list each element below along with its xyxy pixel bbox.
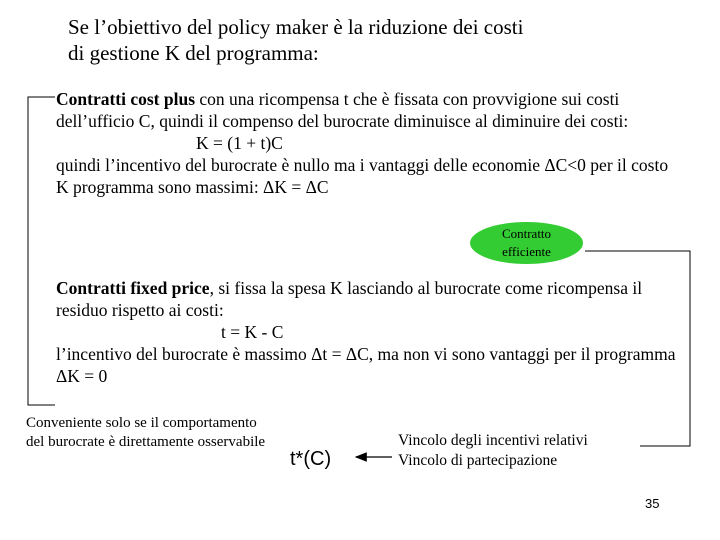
- badge-line-2: efficiente: [502, 244, 551, 259]
- cost-plus-conclusion: quindi l’incentivo del burocrate è nullo ma i vantaggi delle economie ΔC<0 per il costo K programma sono massimi: ΔK = ΔC: [56, 155, 669, 197]
- fixed-price-formula: t = K - C: [221, 322, 284, 342]
- badge-line-1: Contratto: [501, 226, 552, 241]
- page-number: 35: [645, 496, 660, 511]
- participation-constraint: Vincolo di partecipazione: [398, 452, 558, 469]
- right-feedback-line: [585, 251, 690, 446]
- observability-note: Conveniente solo se il comportamento del burocrate è direttamente osservabile: [26, 415, 266, 450]
- cost-plus-intro: con una ricompensa t che è fissata con provvigione sui costi dell’ufficio C, quindi il compenso del burocrate diminuisce al diminuire dei costi:: [56, 89, 629, 131]
- fixed-price-heading: Contratti fixed price: [56, 278, 210, 298]
- left-bracket: [28, 97, 55, 405]
- fixed-price-conclusion: l’incentivo del burocrate è massimo Δt = ΔC, ma non vi sono vantaggi per il programma ΔK = 0: [56, 344, 676, 386]
- cost-plus-heading: Contratti cost plus: [56, 89, 196, 109]
- title-line-1: Se l’obiettivo del policy maker è la riduzione dei costi: [68, 15, 524, 39]
- incentive-constraint: Vincolo degli incentivi relativi: [398, 432, 588, 449]
- cost-plus-formula: K = (1 + t)C: [196, 133, 283, 153]
- optimal-t-label: t*(C): [290, 448, 332, 470]
- fixed-price-intro: , si fissa la spesa K lasciando al burocrate come ricompensa il residuo rispetto ai costi:: [56, 278, 643, 320]
- title-line-2: di gestione K del programma:: [68, 41, 319, 65]
